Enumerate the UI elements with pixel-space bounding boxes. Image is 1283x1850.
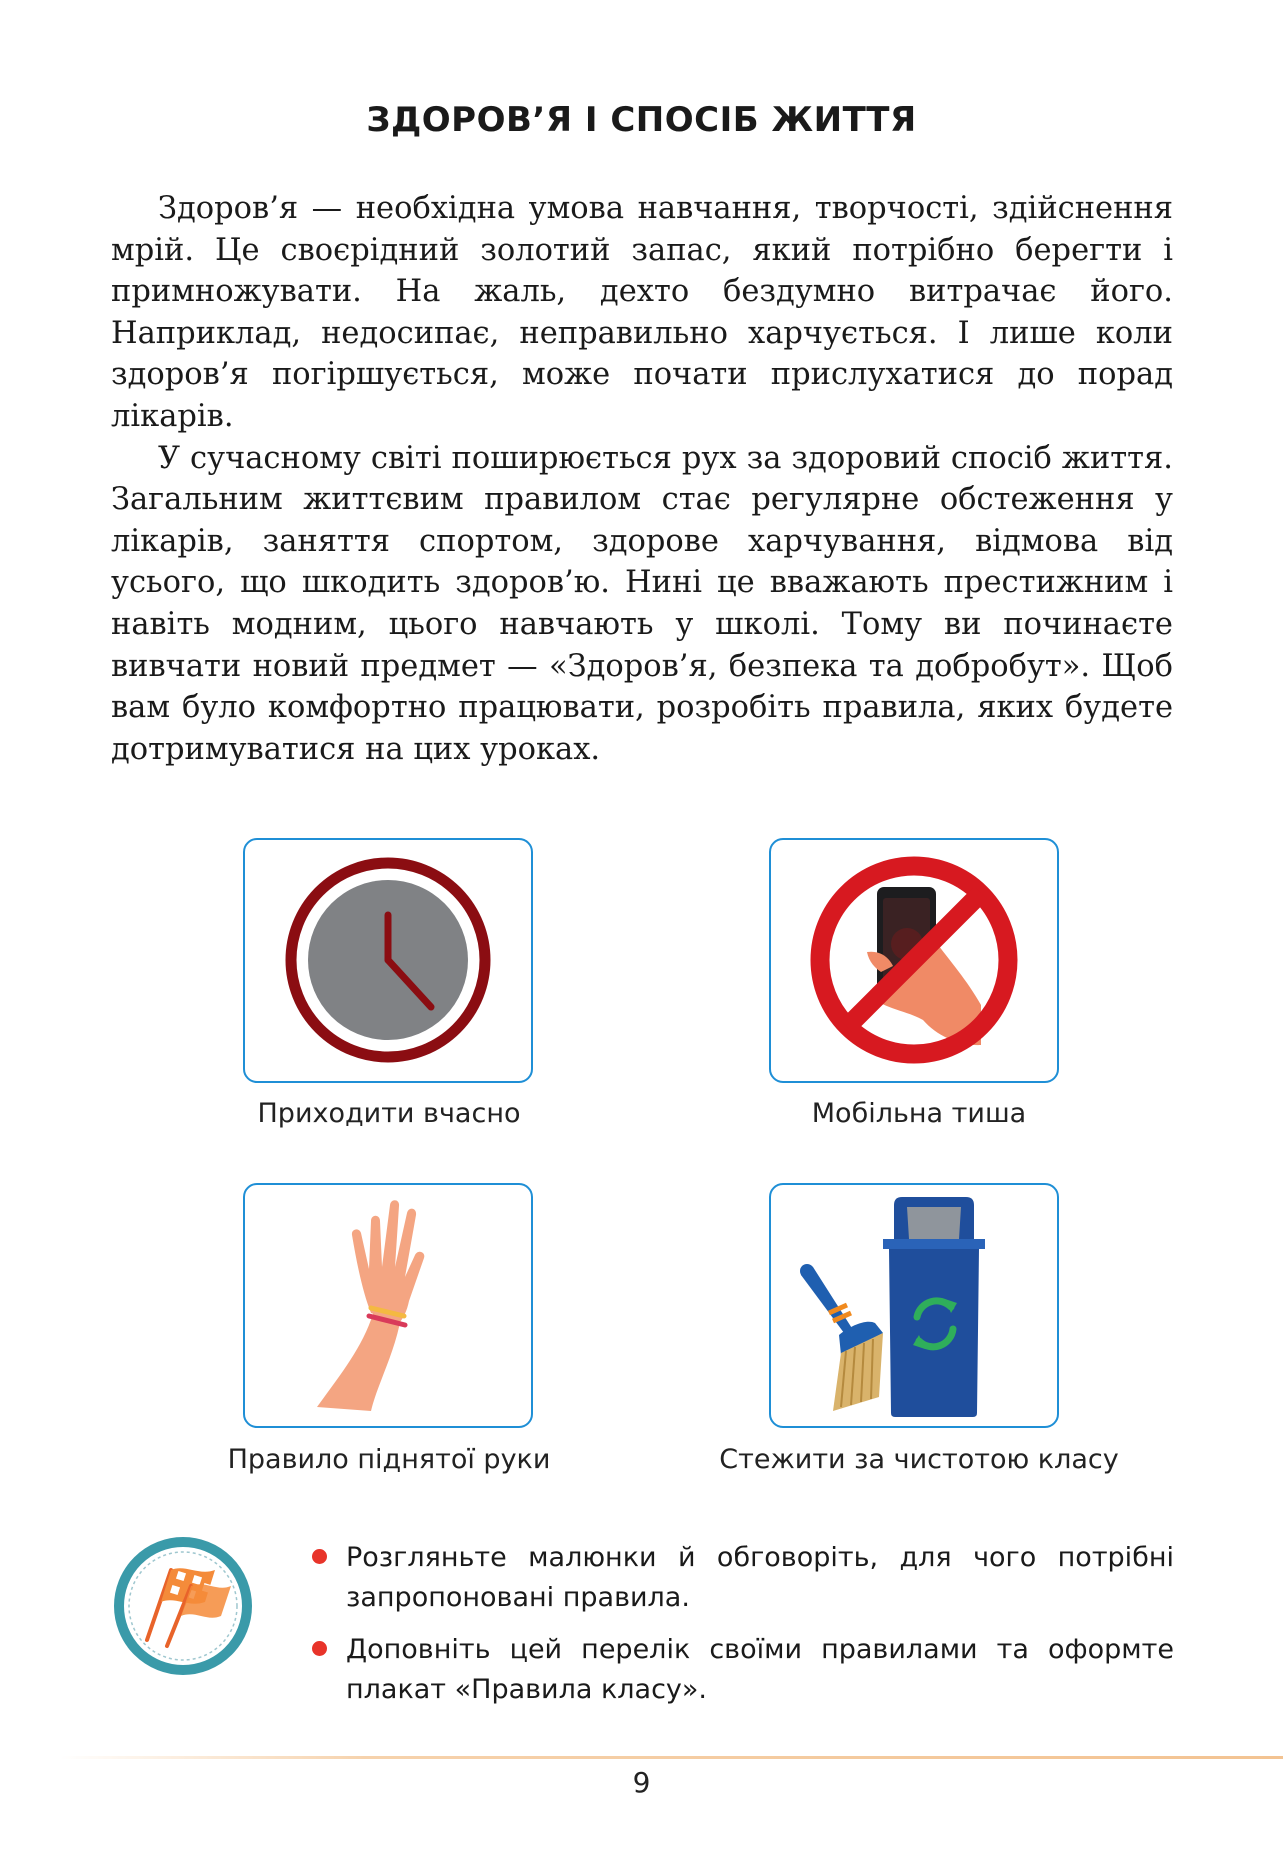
caption-mobile-silence: Мобільна тиша [811, 1098, 1027, 1129]
broom-icon [800, 1264, 883, 1411]
raised-hand-icon [245, 1185, 531, 1426]
paragraph-1: Здоров’я — необхідна умова навчання, творчості, здійснення мрій. Це своєрідний золотий запас, який потрібно берегти і примножувати. На жаль, дехто бездумно витрачає його. Наприклад, недосипає, неправильно харчується. І лише коли здоров’я погіршується, може почати прислухатися до порад лікарів. [111, 191, 1173, 434]
task-item: Розгляньте малюнки й обговоріть, для чого потрібні запропоновані правила. [312, 1538, 1174, 1618]
page-number: 9 [632, 1766, 651, 1799]
trash-bin-icon [771, 1185, 1057, 1426]
task-item: Доповніть цей перелік своїми правилами та оформте плакат «Правила класу». [312, 1630, 1174, 1710]
caption-on-time: Приходити вчасно [257, 1098, 521, 1129]
rule-card-mobile-silence [769, 838, 1059, 1083]
clock-icon [245, 840, 531, 1081]
body-text [111, 188, 1173, 770]
paragraph-2: У сучасному світі поширюється рух за здоровий спосіб життя. Загальним життєвим правилом стає регулярне обстеження у лікарів, заняття спортом, здорове харчування, відмова від усього, що шкодить здоров’ю. Нині це вважають престижним і навіть модним, цього навчають у школі. Тому ви починаєте вивчати новий предмет — «Здоров’я, безпека та добробут». Щоб вам було комфортно працювати, розробіть правила, яких будете дотримуватися на цих уроках. [111, 440, 1173, 767]
caption-raised-hand: Правило піднятої руки [227, 1444, 551, 1475]
page-title: ЗДОРОВ’Я І СПОСІБ ЖИТТЯ [366, 100, 917, 140]
caption-cleanliness: Стежити за чистотою класу [719, 1444, 1119, 1475]
checkered-flag-icon [113, 1536, 253, 1676]
rule-card-cleanliness [769, 1183, 1059, 1428]
bullet-dot [312, 1549, 327, 1564]
no-phone-icon [771, 840, 1057, 1081]
rule-card-on-time [243, 838, 533, 1083]
rule-card-raised-hand [243, 1183, 533, 1428]
task-list [312, 1538, 1174, 1722]
bullet-dot [312, 1641, 327, 1656]
footer-divider [60, 1756, 1283, 1759]
